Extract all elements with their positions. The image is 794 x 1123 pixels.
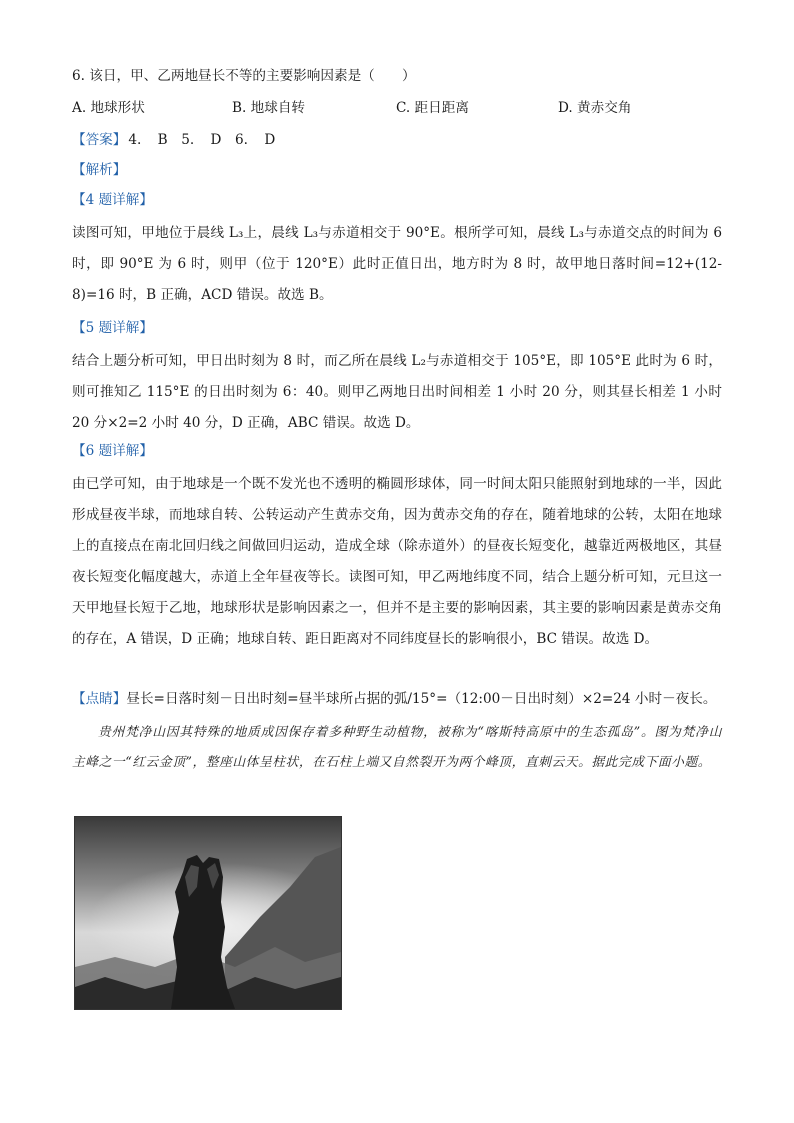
tip-text: 昼长=日落时刻－日出时刻=昼半球所占据的弧/15°=（12:00－日出时刻）×2=24 小时－夜长。 bbox=[126, 691, 717, 707]
tip-tag: 【点睛】 bbox=[72, 691, 127, 707]
detail-4-text: 读图可知，甲地位于晨线 L₃上，晨线 L₃与赤道相交于 90°E。根所学可知，晨线 L₃与赤道交点的时间为 6 时，即 90°E 为 6 时，则甲（位于 120°E）此时正值日出，地方时为 8 时，故甲地日落时间=12+(12-8)=16 时，B 正确，ACD 错误。故选 B。 bbox=[72, 225, 722, 303]
detail-5-heading: 【5 题详解】 bbox=[72, 320, 153, 336]
mountain-photo bbox=[74, 816, 342, 1010]
tip-line bbox=[72, 689, 722, 709]
detail-5-text: 结合上题分析可知，甲日出时刻为 8 时，而乙所在晨线 L₂与赤道相交于 105°E，即 105°E 此时为 6 时，则可推知乙 115°E 的日出时刻为 6：40。则甲乙两地日出时间相差 1 小时 20 分，则其昼长相差 1 小时 20 分×2=2 小时 40 分，D 正确，ABC 错误。故选 D。 bbox=[72, 353, 722, 431]
detail-6-heading: 【6 题详解】 bbox=[72, 443, 153, 459]
question-6-stem: 6. 该日，甲、乙两地昼长不等的主要影响因素是（ ） bbox=[72, 68, 416, 84]
passage-intro: 贵州梵净山因其特殊的地质成因保存着多种野生动植物，被称为“喀斯特高原中的生态孤岛”。图为梵净山主峰之一“红云金顶”，整座山体呈柱状，在石柱上端又自然裂开为两个峰顶，直刺云天。据此完成下面小题。 bbox=[72, 725, 722, 770]
mountain-photo-icon bbox=[75, 817, 341, 1009]
option-d: D. 黄赤交角 bbox=[558, 100, 632, 116]
answer-line bbox=[72, 130, 722, 150]
answer-values: 4. B 5. D 6. D bbox=[128, 132, 276, 148]
option-a: A. 地球形状 bbox=[72, 100, 145, 116]
option-c: C. 距日距离 bbox=[396, 100, 469, 116]
detail-6-text: 由已学可知，由于地球是一个既不发光也不透明的椭圆形球体，同一时间太阳只能照射到地球的一半，因此形成昼夜半球，而地球自转、公转运动产生黄赤交角，因为黄赤交角的存在，随着地球的公转，太阳在地球上的直接点在南北回归线之间做回归运动，造成全球（除赤道外）的昼夜长短变化，越靠近两极地区，其昼夜长短变化幅度越大，赤道上全年昼夜等长。读图可知，甲乙两地纬度不同，结合上题分析可知，元旦这一天甲地昼长短于乙地，地球形状是影响因素之一，但并不是主要的影响因素，其主要的影响因素是黄赤交角的存在，A 错误，D 正确；地球自转、距日距离对不同纬度昼长的影响很小，BC 错误。故选 D。 bbox=[72, 476, 722, 647]
question-6-options bbox=[72, 98, 722, 118]
option-b: B. 地球自转 bbox=[232, 100, 306, 116]
analysis-tag: 【解析】 bbox=[72, 162, 127, 178]
detail-4-heading: 【4 题详解】 bbox=[72, 192, 153, 208]
answer-tag: 【答案】 bbox=[72, 132, 127, 148]
